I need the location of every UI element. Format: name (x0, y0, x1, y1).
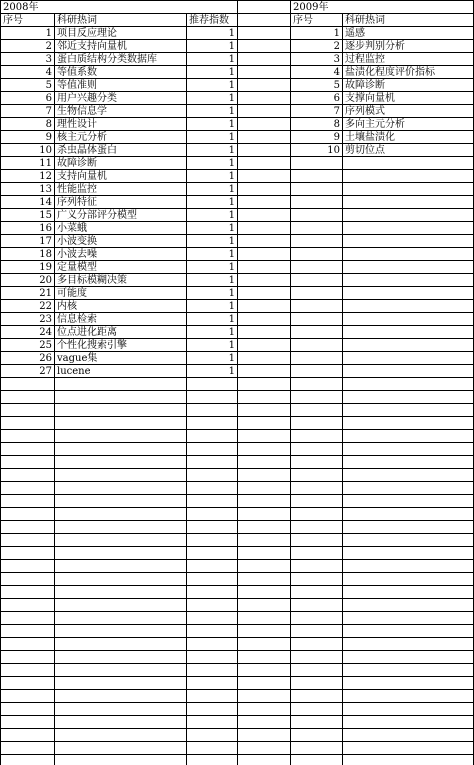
hot-term[interactable]: 项目反应理论 (57, 28, 117, 39)
recommend-index[interactable]: 1 (228, 340, 235, 351)
row-number[interactable]: 21 (39, 288, 52, 299)
recommend-index[interactable]: 1 (228, 353, 235, 364)
row-number-2009[interactable]: 5 (333, 80, 340, 91)
hot-term[interactable]: 理性设计 (57, 119, 97, 130)
hot-term[interactable]: 小波去噪 (57, 249, 97, 260)
recommend-index[interactable]: 1 (228, 54, 235, 65)
hot-term[interactable]: 等值准则 (57, 80, 97, 91)
row-number[interactable]: 22 (39, 301, 52, 312)
hot-term[interactable]: 个性化搜索引擎 (57, 340, 127, 351)
recommend-index[interactable]: 1 (228, 119, 235, 130)
hot-term-2009[interactable]: 支撑向量机 (345, 93, 395, 104)
row-number[interactable]: 10 (39, 145, 52, 156)
hot-term[interactable]: 多目标模糊决策 (57, 275, 127, 286)
row-number-2009[interactable]: 6 (333, 93, 340, 104)
row-number[interactable]: 27 (39, 366, 52, 377)
row-number[interactable]: 6 (45, 93, 52, 104)
recommend-index[interactable]: 1 (228, 93, 235, 104)
year-2009-header[interactable]: 2009年 (293, 2, 329, 13)
hot-term[interactable]: 信息检索 (57, 314, 97, 325)
hot-term[interactable]: 位点进化距离 (57, 327, 117, 338)
hot-term-2009[interactable]: 遥感 (345, 28, 365, 39)
row-number[interactable]: 23 (39, 314, 52, 325)
recommend-index[interactable]: 1 (228, 41, 235, 52)
recommend-index[interactable]: 1 (228, 106, 235, 117)
recommend-index[interactable]: 1 (228, 275, 235, 286)
row-number-2009[interactable]: 8 (333, 119, 340, 130)
row-number-2009[interactable]: 2 (333, 41, 340, 52)
recommend-index[interactable]: 1 (228, 210, 235, 221)
recommend-index[interactable]: 1 (228, 301, 235, 312)
row-number-2009[interactable]: 4 (333, 67, 340, 78)
recommend-index[interactable]: 1 (228, 28, 235, 39)
hot-term[interactable]: 小波变换 (57, 236, 97, 247)
hot-term[interactable]: 序列特征 (57, 197, 97, 208)
hot-term[interactable]: 蛋白质结构分类数据库 (57, 54, 157, 65)
hot-term[interactable]: 核主元分析 (57, 132, 107, 143)
row-number-2009[interactable]: 3 (333, 54, 340, 65)
row-number[interactable]: 26 (39, 353, 52, 364)
recommend-index[interactable]: 1 (228, 223, 235, 234)
recommend-index[interactable]: 1 (228, 288, 235, 299)
row-number-2009[interactable]: 7 (333, 106, 340, 117)
column-header-term-2009[interactable]: 科研热词 (345, 15, 385, 26)
row-number[interactable]: 15 (39, 210, 52, 221)
column-header-score[interactable]: 推荐指数 (189, 15, 229, 26)
hot-term-2009[interactable]: 逐步判别分析 (345, 41, 405, 52)
hot-term[interactable]: 生物信息学 (57, 106, 107, 117)
hot-term-2009[interactable]: 故障诊断 (345, 80, 385, 91)
hot-term-2009[interactable]: 过程监控 (345, 54, 385, 65)
row-number-2009[interactable]: 1 (333, 28, 340, 39)
hot-term-2009[interactable]: 多向主元分析 (345, 119, 405, 130)
row-number[interactable]: 1 (45, 28, 52, 39)
hot-term-2009[interactable]: 土壤盐渍化 (345, 132, 395, 143)
recommend-index[interactable]: 1 (228, 80, 235, 91)
hot-term[interactable]: 杀虫晶体蛋白 (57, 145, 117, 156)
hot-term[interactable]: 用户兴趣分类 (57, 93, 117, 104)
row-number[interactable]: 9 (45, 132, 52, 143)
row-number[interactable]: 4 (45, 67, 52, 78)
row-number[interactable]: 5 (45, 80, 52, 91)
recommend-index[interactable]: 1 (228, 327, 235, 338)
hot-term[interactable]: 支持向量机 (57, 171, 107, 182)
hot-term[interactable]: 邻近支持向量机 (57, 41, 127, 52)
row-number[interactable]: 25 (39, 340, 52, 351)
row-number[interactable]: 11 (39, 158, 52, 169)
row-number-2009[interactable]: 10 (327, 145, 340, 156)
row-number[interactable]: 7 (45, 106, 52, 117)
row-number[interactable]: 8 (45, 119, 52, 130)
row-number[interactable]: 3 (45, 54, 52, 65)
hot-term[interactable]: 定量模型 (57, 262, 97, 273)
hot-term[interactable]: 小菜蛾 (57, 223, 87, 234)
column-header-term[interactable]: 科研热词 (57, 15, 97, 26)
recommend-index[interactable]: 1 (228, 184, 235, 195)
hot-term-2009[interactable]: 盐渍化程度评价指标 (345, 67, 435, 78)
hot-term[interactable]: 故障诊断 (57, 158, 97, 169)
row-number[interactable]: 20 (39, 275, 52, 286)
recommend-index[interactable]: 1 (228, 158, 235, 169)
recommend-index[interactable]: 1 (228, 171, 235, 182)
hot-term[interactable]: 等值系数 (57, 67, 97, 78)
hot-term[interactable]: vague集 (57, 353, 98, 364)
row-number[interactable]: 13 (39, 184, 52, 195)
column-header-no[interactable]: 序号 (3, 15, 23, 26)
hot-term[interactable]: 广义分部评分模型 (57, 210, 137, 221)
row-number[interactable]: 18 (39, 249, 52, 260)
recommend-index[interactable]: 1 (228, 145, 235, 156)
row-number-2009[interactable]: 9 (333, 132, 340, 143)
year-2008-header[interactable]: 2008年 (3, 2, 39, 13)
hot-term[interactable]: 可能度 (57, 288, 87, 299)
hot-term[interactable]: 内核 (57, 301, 77, 312)
recommend-index[interactable]: 1 (228, 67, 235, 78)
hot-term[interactable]: lucene (57, 366, 91, 377)
row-number[interactable]: 17 (39, 236, 52, 247)
recommend-index[interactable]: 1 (228, 197, 235, 208)
row-number[interactable]: 19 (39, 262, 52, 273)
recommend-index[interactable]: 1 (228, 314, 235, 325)
row-number[interactable]: 2 (45, 41, 52, 52)
hot-term[interactable]: 性能监控 (57, 184, 97, 195)
recommend-index[interactable]: 1 (228, 249, 235, 260)
row-number[interactable]: 16 (39, 223, 52, 234)
recommend-index[interactable]: 1 (228, 262, 235, 273)
grid-line-v (237, 0, 238, 765)
hot-term-2009[interactable]: 序列模式 (345, 106, 385, 117)
row-number[interactable]: 24 (39, 327, 52, 338)
column-header-no-2009[interactable]: 序号 (293, 15, 313, 26)
recommend-index[interactable]: 1 (228, 366, 235, 377)
row-number[interactable]: 12 (39, 171, 52, 182)
recommend-index[interactable]: 1 (228, 236, 235, 247)
row-number[interactable]: 14 (39, 197, 52, 208)
recommend-index[interactable]: 1 (228, 132, 235, 143)
hot-term-2009[interactable]: 剪切位点 (345, 145, 385, 156)
